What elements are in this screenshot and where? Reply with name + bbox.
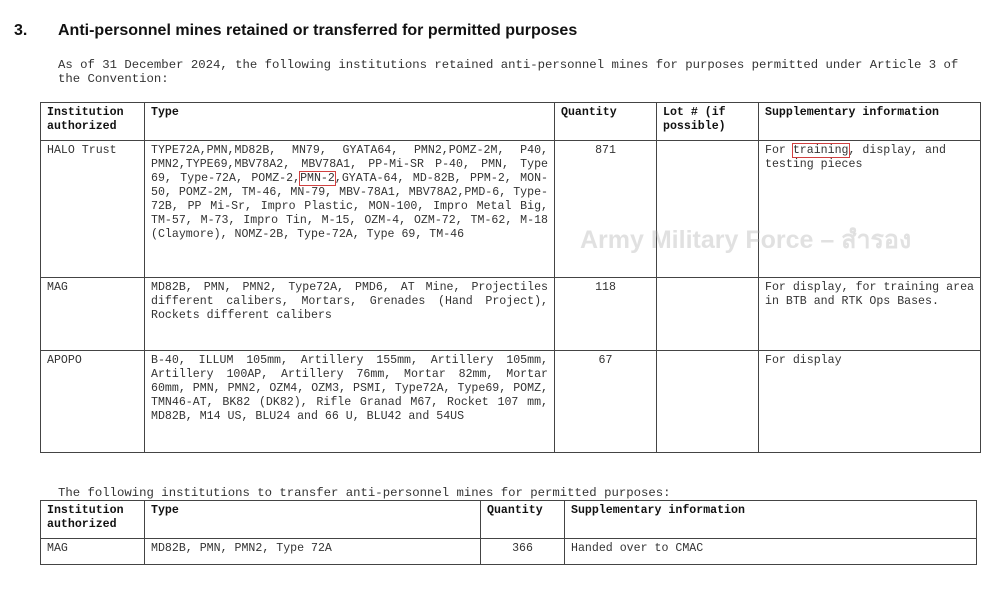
cell-institution: HALO Trust	[41, 141, 145, 278]
type-text: TYPE72A,PMN,MD82B, MN79, GYATA64, PMN2,POMZ-2M, P40, PMN2,TYPE69,MBV78A2, MBV78A1, PP-Mi-SR P-40, PMN, Type 69, Type-72A, POMZ-2,	[151, 144, 548, 185]
cell-quantity: 118	[555, 278, 657, 351]
type-text-cont: ,GYATA-64, MD-82B, PPM-2, MON-50, POMZ-2M, TM-46, MN-79, MBV-78A1, MBV78A2,PMD-6, Type-72B, PP Mi-Sr, Impro Plastic, MON-100, Impro Metal Big, TM-57, M-73, Impro Tin, M-15, OZM-4, OZM-72, TM-62, M-18 (Claymore), NOMZ-2B, Type-72A, Type 69, TM-46	[151, 172, 548, 241]
header-info: Supplementary information	[759, 103, 981, 141]
header-type: Type	[145, 501, 481, 539]
table-row-mag-transfer	[41, 539, 977, 565]
intro-paragraph: As of 31 December 2024, the following institutions retained anti-personnel mines for purposes permitted under Article 3 of the Convention:	[58, 58, 959, 86]
cell-info: For display, for training area in BTB and RTK Ops Bases.	[759, 278, 981, 351]
cell-lot	[657, 351, 759, 453]
cell-lot	[657, 141, 759, 278]
transferred-mines-table	[40, 500, 977, 565]
cell-type: MD82B, PMN, PMN2, Type 72A	[145, 539, 481, 565]
cell-quantity: 871	[555, 141, 657, 278]
header-lot: Lot # (if possible)	[657, 103, 759, 141]
transfer-intro: The following institutions to transfer anti-personnel mines for permitted purposes:	[58, 486, 671, 500]
header-institution: Institution authorized	[41, 501, 145, 539]
cell-institution: MAG	[41, 539, 145, 565]
cell-type: MD82B, PMN, PMN2, Type72A, PMD6, AT Mine, Projectiles different calibers, Mortars, Grenades (Hand Project), Rockets different calibers	[145, 278, 555, 351]
table-header-row	[41, 103, 981, 141]
table-row-mag	[41, 278, 981, 351]
cell-institution: APOPO	[41, 351, 145, 453]
cell-type	[145, 141, 555, 278]
table-header-row	[41, 501, 977, 539]
cell-quantity: 67	[555, 351, 657, 453]
cell-info: Handed over to CMAC	[565, 539, 977, 565]
section-heading	[14, 22, 577, 40]
cell-info: For display	[759, 351, 981, 453]
table-row-apopo	[41, 351, 981, 453]
highlighted-term-training: training	[792, 144, 849, 157]
highlighted-term-pmn2: PMN-2	[300, 172, 335, 185]
cell-info	[759, 141, 981, 278]
cell-quantity: 366	[481, 539, 565, 565]
section-title: Anti-personnel mines retained or transferred for permitted purposes	[58, 22, 578, 39]
header-info: Supplementary information	[565, 501, 977, 539]
header-quantity: Quantity	[555, 103, 657, 141]
header-quantity: Quantity	[481, 501, 565, 539]
cell-lot	[657, 278, 759, 351]
section-number: 3.	[14, 22, 28, 39]
header-type: Type	[145, 103, 555, 141]
info-text-cont: , display, and testing pieces	[765, 144, 946, 171]
cell-institution: MAG	[41, 278, 145, 351]
info-text: For	[765, 144, 793, 157]
header-institution: Institution authorized	[41, 103, 145, 141]
watermark: Army Military Force – สำรอง	[580, 226, 912, 254]
cell-type: B-40, ILLUM 105mm, Artillery 155mm, Artillery 105mm, Artillery 100AP, Artillery 76mm, Mortar 82mm, Mortar 60mm, PMN, PMN2, OZM4, OZM3, PSMI, Type72A, Type69, POMZ, TMN46-AT, BK82 (DK82), Rifle Granad M67, Rocket 107 mm, MD82B, M14 US, BLU24 and 66 U, BLU42 and 54US	[145, 351, 555, 453]
table-row-halo	[41, 141, 981, 278]
retained-mines-table	[40, 102, 981, 453]
